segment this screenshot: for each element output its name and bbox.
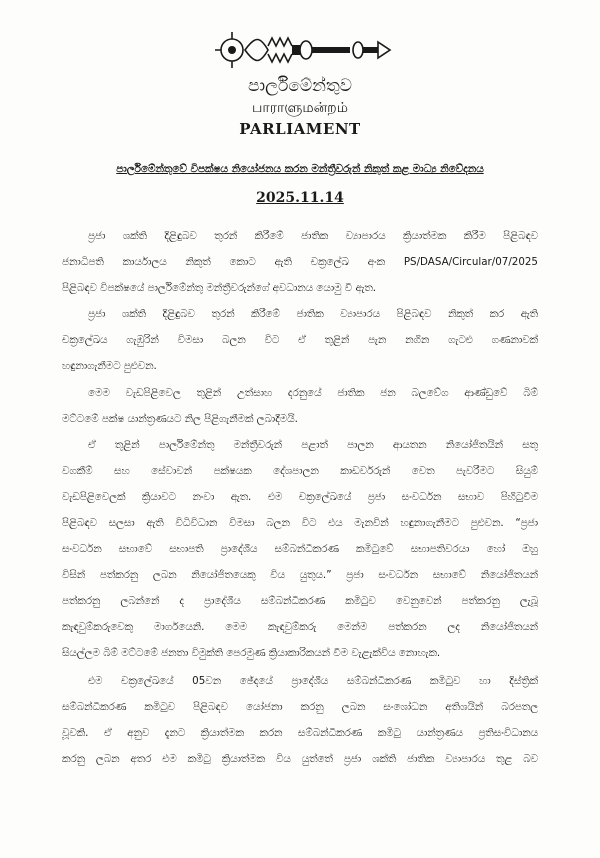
paragraph-line: කැඳවුම්කරුවෙකු මාර්ගයෙනි. මෙම කැඳවුම්කරු මෙන්ම පත්කරන ලද නියෝජිතයන් <box>62 621 538 633</box>
header-tamil: பாராளுமன்றம் <box>252 100 348 116</box>
paragraph-line: සම්බන්ධීකරණ කමිටුව පිළිබඳව යෝජනා කරනු ලබන සංශෝධන අතිශයින් බරපතල <box>62 701 538 713</box>
paragraph-2 <box>62 301 538 379</box>
parliament-mace-emblem-icon <box>210 28 395 72</box>
paragraph-line: සියල්ලම බිම් මට්ටමේ ජනතා විමුක්ති පෙරමුණ ක්‍රියාකාරිකයන් වීම වැළැක්විය නොහැක. <box>62 647 441 659</box>
paragraph-line: ප්‍රජා ශක්ති දිළිඳුබව තුරන් කිරීමේ ජාතික ව්‍යාපාරය ක්‍රියාත්මක කිරීම පිළිබඳව <box>88 230 538 242</box>
paragraph-line: එම චක්‍රලේඛයේ 05වන ඡේදයේ ප්‍රාදේශීය සම්බන්ධීකරණ කමිටුව හා දිස්ත්‍රික් <box>88 675 538 687</box>
paragraph-line: වූවකි. ඒ අනුව දැනට ක්‍රියාත්මක කරන සම්බන්ධීකරණ කමිටු යාන්ත්‍රණය ප්‍රතිසංවිධානය <box>62 727 538 739</box>
paragraph-line: වගකීම් සහ සේවාවන් පක්ෂයක දේශපාලන කාඩර්වරුන් වෙත පැවරීමට සියුම් <box>62 465 538 477</box>
paragraph-line: මෙම වැඩපිළිවෙල තුළින් උත්සාහ දරනුයේ ජාතික ජන බලවේග ආණ්ඩුවේ බිම් <box>88 387 538 399</box>
paragraph-line: සංවර්ධන සභාවේ සභාපති ප්‍රාදේශීය සම්බන්ධීකරණ කමිටුවේ සභාපතිවරයා හෝ ඔහු <box>62 543 538 555</box>
paragraph-5 <box>62 668 538 772</box>
paragraph-line: චක්‍රලේඛය ගැඹුරින් විමසා බලන විට ඒ තුළින් පැන නගින ගැටළු ගණනාවක් <box>62 334 538 346</box>
document-date: 2025.11.14 <box>256 190 344 206</box>
paragraph-1 <box>62 223 538 301</box>
paragraph-line: පිළිබඳව විපක්ෂයේ පාර්ලිමේන්තු මන්ත්‍රීවරුන්ගේ අවධානය යොමු වී ඇත. <box>62 282 377 294</box>
header-sinhala: පාර්ලිමේන්තුව <box>248 76 352 96</box>
paragraph-line: මට්ටමේ පක්ෂ යාන්ත්‍රණයට නිල පිළිගැනීමක් ලබාදීමයි. <box>62 413 298 425</box>
paragraph-line: හඳුනාගැනීමට පුළුවන. <box>62 360 157 372</box>
paragraph-4 <box>62 432 538 666</box>
paragraph-3 <box>62 380 538 432</box>
paragraph-line: විසින් පත්කරනු ලබන නියෝජිතයෙකු විය යුතුය.” ප්‍රජා සංවර්ධන සභාවේ නියෝජිතයන් <box>62 569 538 581</box>
paragraph-line: වැඩපිළිවෙලක් ක්‍රියාවට නංවා ඇත. එම චක්‍රලේඛයේ ප්‍රජා සංවර්ධන සභාව පිහිටුවීම <box>62 491 538 503</box>
paragraph-line: කරනු ලබන අතර එම කමිටු ක්‍රියාත්මක විය යුත්තේ ප්‍රජා ශක්ති ජාතික ව්‍යාපාරය තුළ බව <box>62 753 538 765</box>
document-title: පාර්ලිමේන්තුවේ විපක්ෂය නියෝජනය කරන මන්ත්‍රීවරුන් නිකුත් කළ මාධ්‍ය නිවේදනය <box>116 163 484 175</box>
header-english: PARLIAMENT <box>239 120 361 138</box>
paragraph-line: ප්‍රජා ශක්ති දිළිඳුබව තුරන් කිරීමේ ජාතික ව්‍යාපාරය පිළිබඳව නිකුත් කර ඇති <box>88 308 538 320</box>
paragraph-line: පිළිබඳව සලසා ඇති විධිවිධාන විමසා බලන විට එය මැනවින් හඳුනාගැනීමට පුළුවන. “ප්‍රජා <box>62 517 538 529</box>
paragraph-line: ඒ තුළින් පාර්ලිමේන්තු මන්ත්‍රීවරුන් පළාත් පාලන ආයතන නියෝජිතයින් සතු <box>88 439 538 451</box>
paragraph-line: ජනාධිපති කාර්යාලය නිකුත් කොට ඇති චක්‍රලේඛ අංක PS/DASA/Circular/07/2025 <box>62 256 538 268</box>
paragraph-line: පත්කරනු ලබන්නේ ද ප්‍රාදේශීය සම්බන්ධීකරණ කමිටුව වෙනුවෙන් පත්කරනු ලැබූ <box>62 595 538 607</box>
